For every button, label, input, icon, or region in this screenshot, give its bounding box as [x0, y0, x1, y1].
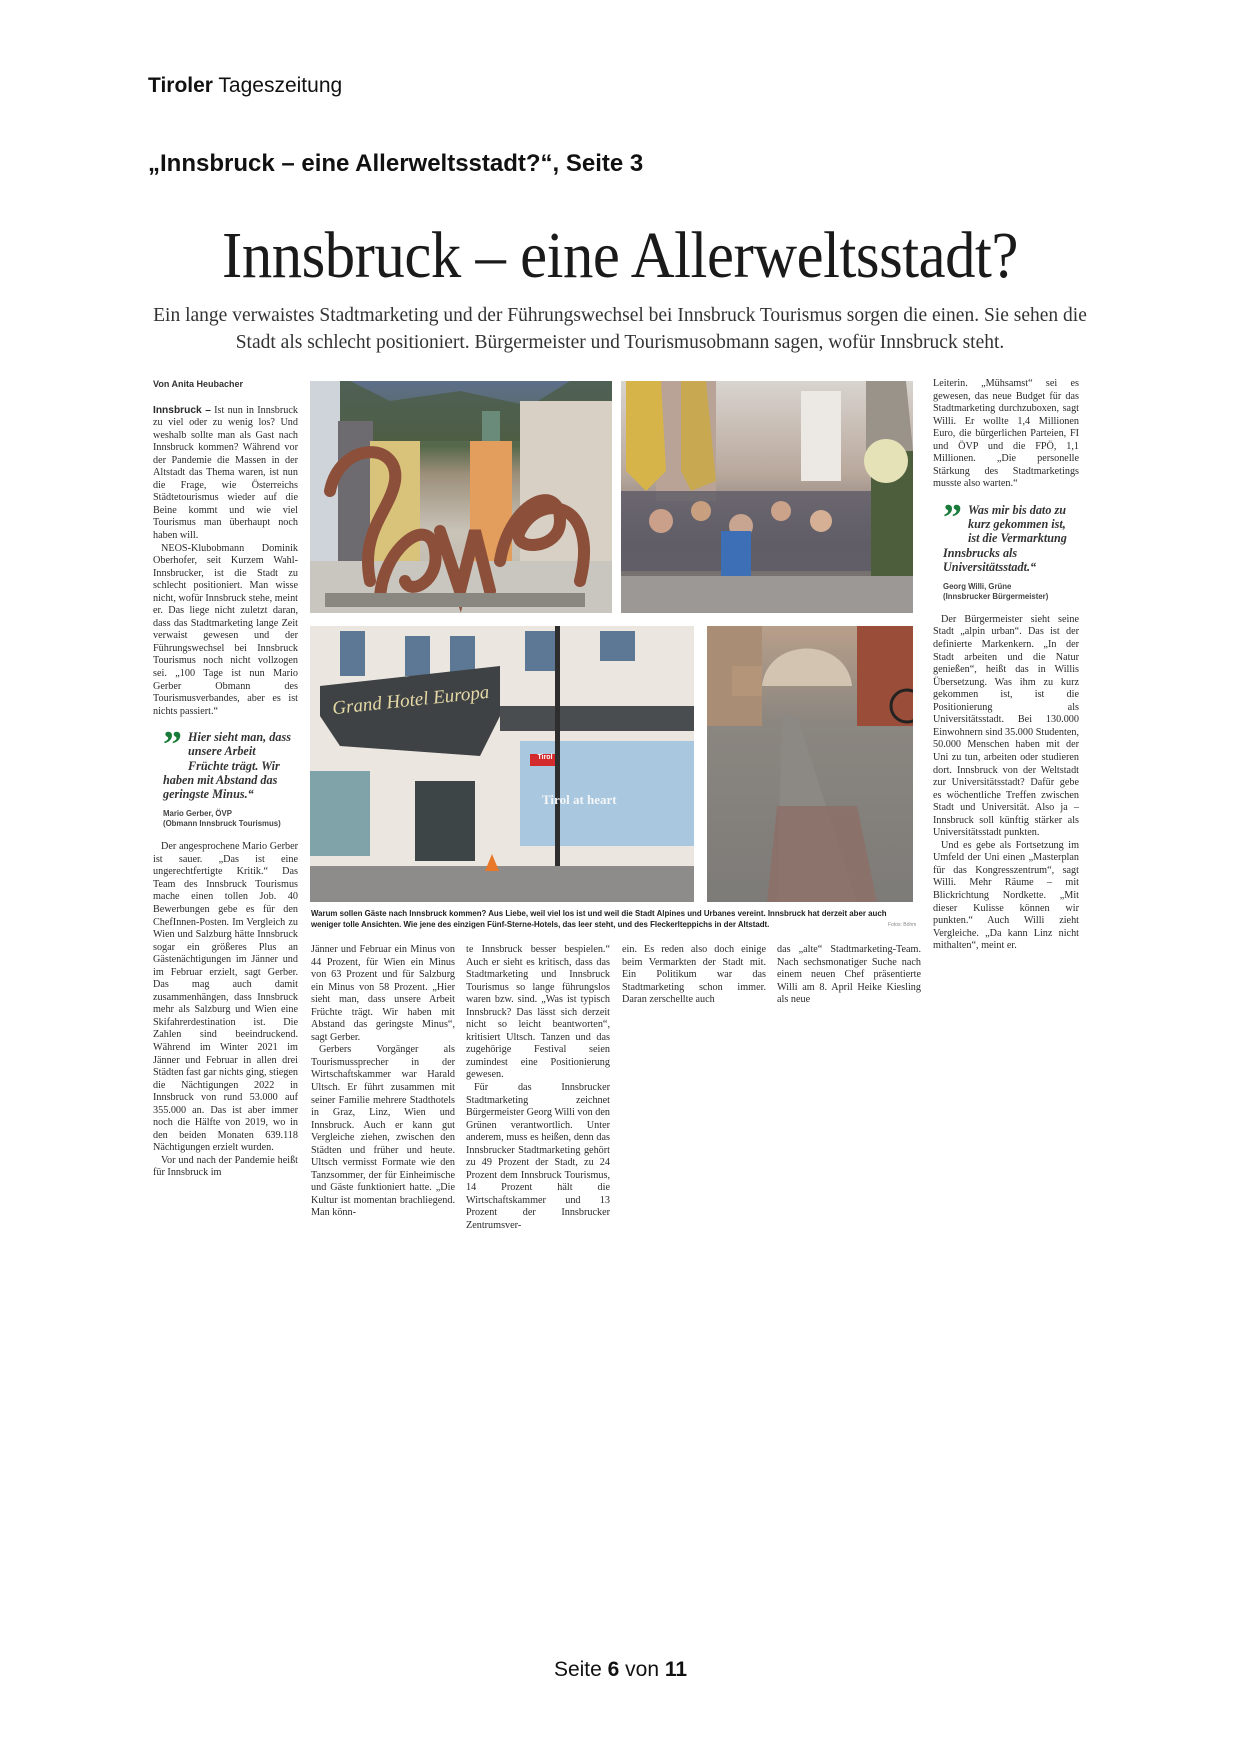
pull-quote-text: Hier sieht man, dass unsere Arbeit Früchte trägt. Wir haben mit Abstand das geringste Minus.“: [163, 730, 291, 802]
article-column-3: [466, 944, 610, 1233]
quote-source-name: Georg Willi, Grüne: [943, 581, 1012, 591]
article-headline: Innsbruck – eine Allerweltsstadt?: [222, 219, 1018, 292]
article-column-6: [933, 378, 1079, 953]
paragraph: te Innsbruck besser bespielen.“ Auch er sieht es kritisch, dass das Stadtmarketing und Innsbruck Tourismus so lange führungslos waren bzw. sind. „Was ist typisch Innsbruck? Das lässt sich derzeit nicht so leicht beantworten“, kritisiert Ultsch. Tanzen und das zugehörige Festival seien zumindest eine Positionierung gewesen.: [466, 944, 610, 1081]
pull-quote: [943, 496, 1079, 574]
paragraph: Für das Innsbrucker Stadtmarketing zeichnet Bürgermeister Georg Willi von den Grünen verantwortlich. Unter anderem, muss es heißen, denn das Innsbrucker Stadtmarketing gehört zu 49 Prozent der Stadt, zu 24 Prozent dem Innsbruck Tourismus, 14 Prozent hält die Wirtschaftskammer und 13 Prozent der Innsbrucker Zentrumsver-: [466, 1082, 610, 1232]
page-number-prefix: Seite: [553, 1658, 608, 1681]
page-number-total: 11: [664, 1658, 688, 1681]
tirol-logo: Tirol: [537, 754, 553, 761]
hotel-sign-text: Grand Hotel Europa: [331, 681, 491, 720]
pull-quote-text: Was mir bis dato zu kurz gekommen ist, ist die Vermarktung Innsbrucks als Universitätsstadt.“: [943, 502, 1067, 574]
article-column-2: [311, 944, 455, 1220]
page-number-current: 6: [607, 1658, 620, 1681]
article-column-5: [777, 944, 921, 1007]
pull-quote-source: [163, 809, 298, 829]
quote-source-name: Mario Gerber, ÖVP: [163, 809, 232, 819]
photo-alley-illustration: [707, 626, 913, 902]
paragraph: das „alte“ Stadtmarketing-Team. Nach sechsmonatiger Suche nach einem neuen Chef präsentierte Willi am 8. April Heike Kiesling als neue: [777, 944, 921, 1006]
paragraph: Gerbers Vorgänger als Tourismussprecher in der Wirtschaftskammer war Harald Ultsch. Er führt zusammen mit seiner Familie mehrere Stadthotels in Graz, Linz, Wien und Innsbruck. Auch er kann gut Vergleiche ziehen, zwischen den Städten und früher und heute. Ultsch vermisst Formate wie den Tanzsommer, der für Einheimische und Gäste funktioniert hatte. „Die Kultur ist momentan brachliegend. Man könn-: [311, 1044, 455, 1219]
photo-cafe-illustration: [621, 381, 913, 613]
window-slogan: Tirol at heart: [542, 792, 617, 807]
photo-hotel-illustration: [310, 626, 694, 902]
quote-mark-icon: ”: [163, 724, 182, 767]
paragraph: Leiterin. „Mühsamst“ sei es gewesen, das neue Budget für das Stadtmarketing durchzuboxen, sagt Willi. Er wollte 1,4 Millionen Euro, die bürgerlichen Parteien, FI und ÖVP und die FPÖ, 1,1 Millionen. „Die personelle Stärkung des Stadtmarketings musste also warten.“: [933, 378, 1079, 490]
paragraph-text: Ist nun in Innsbruck zu viel oder zu wenig los? Und weshalb sollte man als Gast nach Innsbruck kommen? Während vor der Pandemie die Massen in der Altstadt das Thema waren, ist nun die Frage, wie Österreichs Städtetourismus wieder auf die Beine kommt und wie viel Tourismus man überhaupt noch haben will.: [153, 404, 298, 542]
photo-love-illustration: [310, 381, 612, 613]
publication-name: [148, 74, 342, 98]
paragraph: Und es gebe als Fortsetzung im Umfeld der Uni einen „Masterplan für das Kongresszentrum“, sagt Willi. Mehr Räume – mit Blickrichtung Nordkette. „Mit dieser Kulisse können wir punkten.“ Auch Willi zieht Vergleiche. „Da kann Linz nicht mithalten“, meint er.: [933, 839, 1079, 952]
photo-street-cafe: [621, 381, 913, 613]
article-subheadline: Ein lange verwaistes Stadtmarketing und der Führungswechsel bei Innsbruck Tourismus sorgen die einen. Sie sehen die Stadt als schlecht positioniert. Bürgermeister und Tourismusobmann sagen, wofür Innsbruck steht.: [153, 305, 1087, 353]
paragraph: ein. Es reden also doch einige beim Vermarkten der Stadt mit. Ein Politikum war das Stadtmarketing schon immer. Daran zerschellte auch: [622, 944, 766, 1006]
paragraph: Der Bürgermeister sieht seine Stadt „alpin urban“. Das ist der definierte Markenkern. „In der Stadt arbeiten und die Natur genießen“, heißt das in Willis Übersetzung. Was ihm zu kurz gekommen ist, ist die Positionierung als Universitätsstadt. Bei 130.000 Einwohnern sind 35.000 Studenten, 50.000 Menschen haben mit der Uni zu tun, arbeiten oder studieren dort. Innsbruck von der Weltstadt zur Universitätsstadt? Dafür gebe es wöchentliche Treffen zwischen Stadt und Universität. Also ja – Innsbruck soll künftig stärker als Universitätsstadt punkten.: [933, 613, 1079, 839]
photo-love-sculpture: [310, 381, 612, 613]
article-column-1: [153, 378, 298, 1180]
photo-grand-hotel-europa: [310, 626, 694, 902]
pull-quote-source: [943, 582, 1079, 602]
publication-name-bold: Tiroler: [148, 74, 213, 97]
article-column-4: [622, 944, 766, 1007]
publication-name-rest: Tageszeitung: [212, 74, 343, 97]
byline: Von Anita Heubacher: [153, 379, 244, 389]
paragraph: [153, 405, 298, 543]
dateline: Innsbruck –: [153, 404, 211, 416]
paragraph: Der angesprochene Mario Gerber ist sauer. „Das ist eine ungerechtfertigte Kritik.“ Das Team des Innsbruck Tourismus mache einen tollen Job. 40 Bewerbungen gebe es für den ChefInnen-Posten. Im Vergleich zu Wien und Salzburg hätte Innsbruck sogar ein größeres Plus an Gästenächtigungen im Jänner und im Februar erzielt, sagt Gerber. Das mag auch damit zusammenhängen, dass Innsbruck mehr als Salzburg und Wien eine Skifahrerdestination ist. Die Zahlen sind beeindruckend. Während im Winter 2021 im Jänner und Februar in allen drei Städten fast gar nichts ging, stiegen die Nächtigungen 2022 in Innsbruck von rund 53.000 auf 355.000 an. Das ist aber immer noch die Hälfte von 2019, wo in den beiden Monaten 639.118 Nächtigungen erzielt wurden.: [153, 841, 298, 1154]
photo-altstadt-alley: [707, 626, 913, 902]
page-number: [0, 1658, 1241, 1682]
paragraph: Jänner und Februar ein Minus von 44 Prozent, für Wien ein Minus von 63 Prozent und für Salzburg ein Minus von 58 Prozent. „Hier sieht man, dass unsere Arbeit Früchte trägt. Wir haben mit Abstand das geringste Minus“, sagt Gerber.: [311, 944, 455, 1043]
photo-credit: Fotos: Böhm: [888, 922, 917, 928]
paragraph: Vor und nach der Pandemie heißt für Innsbruck im: [153, 1154, 298, 1179]
quote-source-role: (Obmann Innsbruck Tourismus): [163, 819, 281, 829]
quote-mark-icon: ”: [943, 496, 962, 539]
quote-source-role: (Innsbrucker Bürgermeister): [943, 591, 1049, 601]
page-number-middle: von: [619, 1658, 665, 1681]
pull-quote: [163, 724, 298, 802]
article-reference: „Innsbruck – eine Allerweltsstadt?“, Seite 3: [148, 150, 644, 177]
paragraph: NEOS-Klubobmann Dominik Oberhofer, seit Kurzem Wahl-Innsbrucker, ist die Stadt zu schlecht positioniert. Man wisse nicht, wofür Innsbruck stehe, meint er. Das liege nicht zuletzt daran, dass das Stadtmarketing lange Zeit verwaist gewesen und der Führungswechsel bei Innsbruck Tourismus noch nicht vollzogen sei. „100 Tage ist nun Mario Gerber Obmann des Tourismusverbandes, aber es ist nichts passiert.“: [153, 542, 298, 717]
photo-caption: Warum sollen Gäste nach Innsbruck kommen? Aus Liebe, weil viel los ist und weil die Stadt Alpines und Urbanes vereint. Innsbruck hat derzeit aber auch weniger tolle Ansichten. Wie jene des einzigen Fünf-Sterne-Hotels, das leer steht, und des Fleckerlteppichs in der Altstadt.: [311, 908, 887, 929]
